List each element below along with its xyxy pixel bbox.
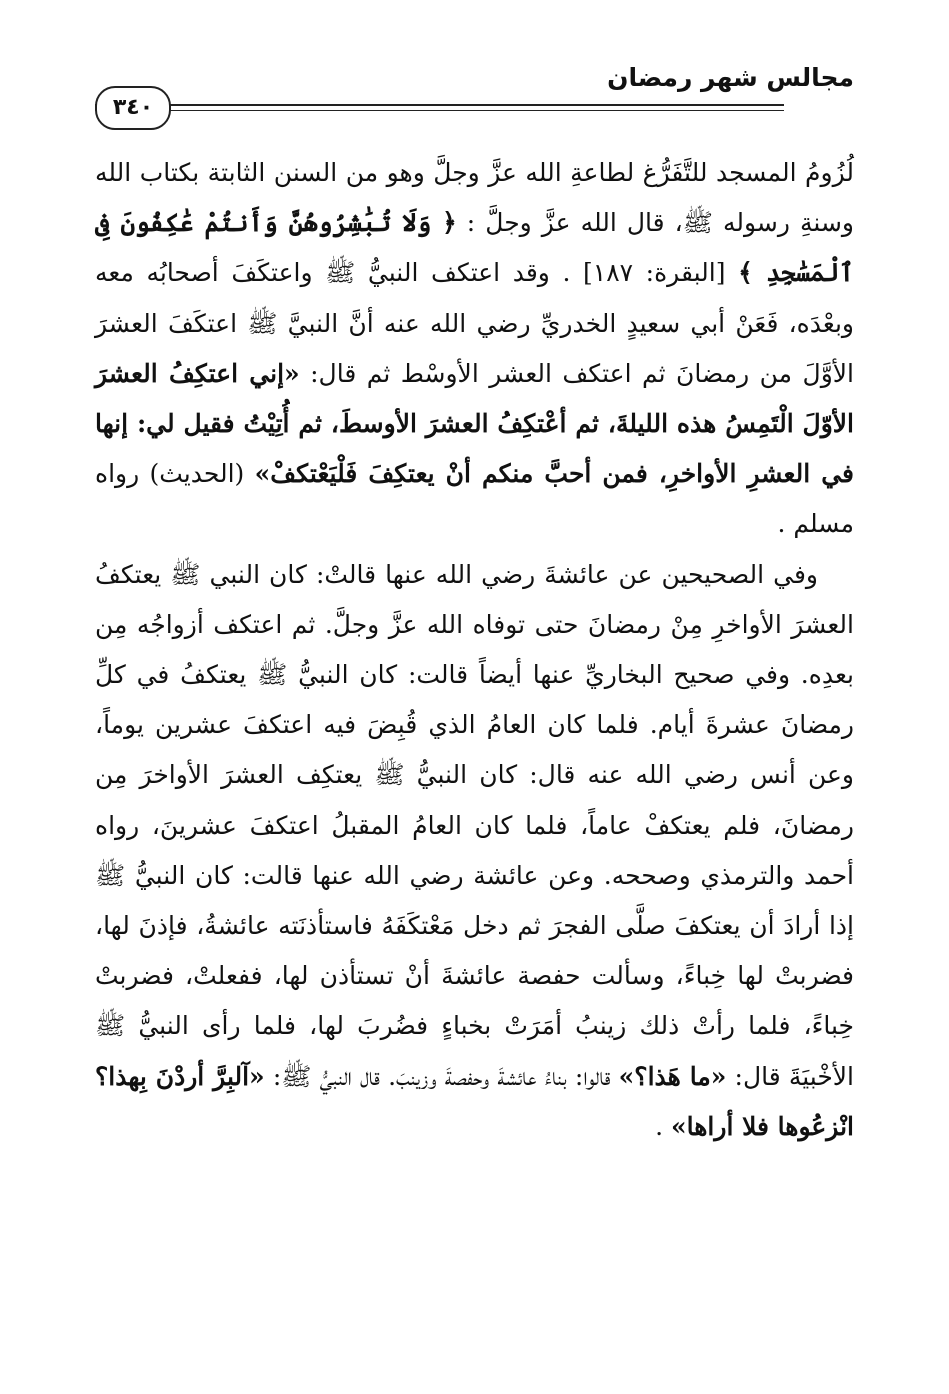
text-run: قالوا: بناءُ عائشةَ وحفصةَ وزينبَ. قال النبيُّ ﷺ: bbox=[264, 1061, 619, 1091]
body-text bbox=[95, 148, 854, 1152]
paragraph bbox=[95, 148, 854, 550]
paragraph bbox=[95, 550, 854, 1152]
quran-verse: ﴿ وَلَا تُبَٰشِرُوهُنَّ وَأَنتُمْ عَٰكِفُونَ فِى ٱلْمَسَٰجِدِ ﴾ bbox=[95, 208, 854, 288]
running-title: مجالس شهر رمضان bbox=[607, 63, 854, 92]
header-rule-thin bbox=[95, 110, 784, 111]
page-header bbox=[95, 60, 854, 130]
hadith-quote: «إني اعتكِفُ العشرَ الأوّلَ الْتَمِسُ هذه الليلةَ، ثم أعْتكِفُ العشرَ الأوسطَ، ثم أُتِيْتُ فقيل لي: إنها في العشرِ الأواخرِ، فمن أحبَّ منكم أنْ يعتكِفَ فَلْيَعْتكفْ» bbox=[95, 358, 854, 489]
page-number: ٣٤٠ bbox=[95, 86, 171, 130]
hadith-quote: «آلبِرَّ أردْنَ بِهذا؟ انْزعُوها فلا أراها» bbox=[95, 1061, 854, 1141]
text-run: . bbox=[655, 1111, 671, 1141]
hadith-quote: «ما هَذا؟» bbox=[618, 1061, 727, 1091]
text-run: (الحديث) رواه مسلم . bbox=[95, 459, 854, 539]
text-run: وفي الصحيحين عن عائشةَ رضي الله عنها قالتْ: كان النبي ﷺ يعتكفُ العشرَ الأواخرِ مِنْ رمضانَ حتى توفاه الله عزَّ وجلَّ. ثم اعتكف أزواجُه مِن بعدِه. وفي صحيح البخاريِّ عنها أيضاً قالت: كان النبيُّ ﷺ يعتكفُ في كلِّ رمضانَ عشرةَ أيام. فلما كان العامُ الذي قُبِضَ فيه اعتكفَ عشرين يوماً، وعن أنس رضي الله عنه قال: كان النبيُّ ﷺ يعتكِف العشرَ الأواخرَ مِن رمضانَ، فلم يعتكفْ عاماً، فلما كان العامُ المقبلُ اعتكفَ عشرينَ، رواه أحمد والترمذي وصححه. وعن عائشة رضي الله عنها قالت: كان النبيُّ ﷺ إذا أرادَ أن يعتكفَ صلَّى الفجرَ ثم دخل مَعْتكَفَهُ فاستأذنَته عائشةُ، فإذنَ لها، فضربتْ لها خِباءً، وسألت حفصة عائشةَ أنْ تستأذن لها، ففعلتْ، فضربتْ خِباءً، فلما رأتْ ذلك زينبُ أمَرَتْ بخباءٍ فضُربَ لها، فلما رأى النبيُّ ﷺ الأخْبيَةَ قال: bbox=[95, 559, 854, 1091]
header-rule bbox=[95, 104, 784, 106]
text-run: [البقرة: ١٨٧] . وقد اعتكف النبيُّ ﷺ واعتكَفَ أصحابُه معه وبعْدَه، فَعَنْ أبي سعيدٍ الخدريِّ رضي الله عنه أنَّ النبيَّ ﷺ اعتكَفَ العشرَ الأوَّلَ من رمضانَ ثم اعتكف العشر الأوسْط ثم قال: bbox=[95, 258, 854, 388]
text-run: لُزُومُ المسجد للتَّفَرُّغ لطاعةِ الله عزَّ وجلَّ وهو من السنن الثابتة بكتاب الله وسنةِ رسوله ﷺ، قال الله عزَّ وجلَّ : bbox=[95, 158, 854, 238]
